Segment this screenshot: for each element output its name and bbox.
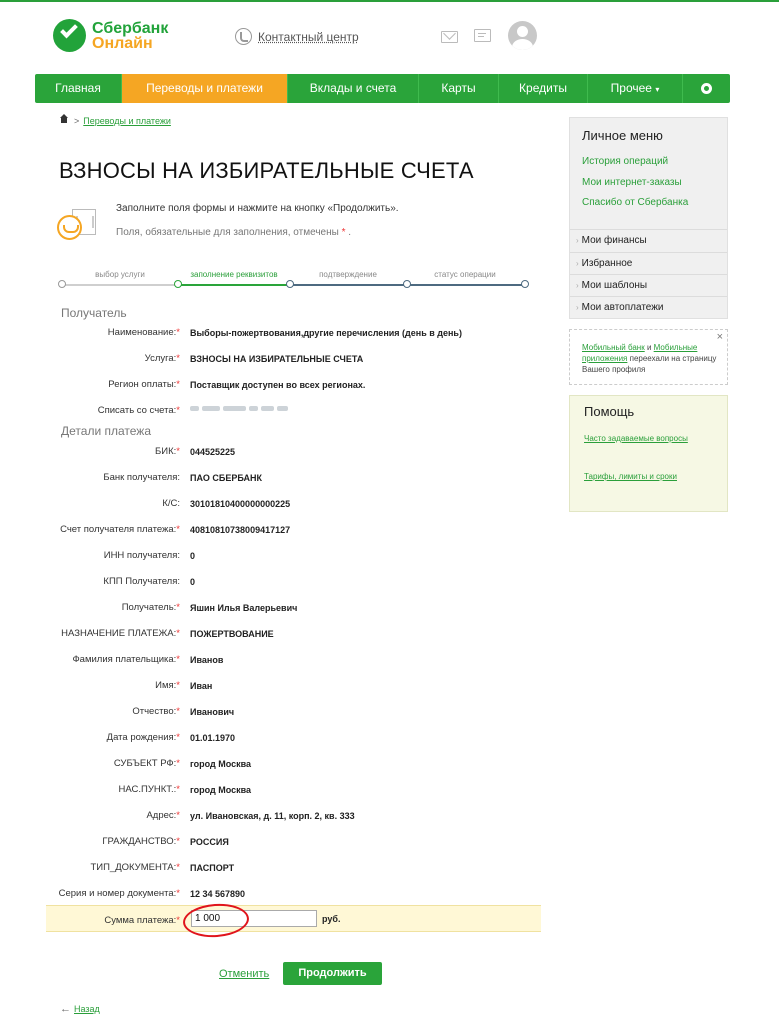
required-star: * xyxy=(176,888,180,899)
required-star: * xyxy=(176,732,180,743)
back-link-text: Назад xyxy=(74,1004,100,1014)
sidebar-item-autopayments[interactable]: › Мои автоплатежи xyxy=(576,302,664,313)
required-star: * xyxy=(176,784,180,795)
step-dot-3 xyxy=(286,280,294,288)
section-title-recipient: Получатель xyxy=(61,306,127,320)
form-label-text: Счет получателя платежа: xyxy=(60,524,177,535)
sidebar-item-favorites[interactable]: › Избранное xyxy=(576,258,633,269)
masked-account-number xyxy=(190,406,288,411)
mail-icon[interactable] xyxy=(441,31,458,43)
form-label-text: Имя: xyxy=(155,680,177,691)
form-label-text: Регион оплаты: xyxy=(108,379,177,390)
nav-item-transfers[interactable]: Переводы и платежи xyxy=(122,74,288,103)
form-label-text: БИК: xyxy=(155,446,177,457)
required-star: * xyxy=(176,446,180,457)
form-label-text: Дата рождения: xyxy=(106,732,177,743)
sum-label xyxy=(46,915,180,926)
sidebar-link-spasibo[interactable]: Спасибо от Сбербанка xyxy=(582,197,689,208)
info-required-suffix: . xyxy=(348,227,352,238)
form-label xyxy=(0,628,180,639)
step-dot-4 xyxy=(403,280,411,288)
info-instruction: Заполните поля формы и нажмите на кнопку «Продолжить». xyxy=(116,203,399,214)
help-box xyxy=(569,395,728,512)
chevron-down-icon: ▾ xyxy=(655,85,660,94)
form-value: 30101810400000000225 xyxy=(190,499,291,509)
form-label xyxy=(0,758,180,769)
form-label-text: Серия и номер документа: xyxy=(58,888,177,899)
form-label xyxy=(0,472,180,483)
form-value: 40810810738009417127 xyxy=(190,525,291,535)
form-label-text: Списать со счета: xyxy=(97,405,177,416)
form-label xyxy=(0,550,180,561)
help-link-tariffs[interactable]: Тарифы, лимиты и сроки xyxy=(584,472,677,481)
logo-line-2: Онлайн xyxy=(92,34,153,52)
form-label-text: К/С: xyxy=(162,498,180,509)
form-label xyxy=(0,524,180,535)
step-track-done xyxy=(62,284,178,286)
form-label xyxy=(0,576,180,587)
required-star: * xyxy=(176,405,180,416)
main-nav xyxy=(35,74,730,103)
form-value: 12 34 567890 xyxy=(190,889,246,899)
sidebar-item-templates[interactable]: › Мои шаблоны xyxy=(576,280,648,291)
form-label-text: ТИП_ДОКУМЕНТА: xyxy=(90,862,177,873)
step-label-choose-service: выбор услуги xyxy=(95,270,145,279)
form-label xyxy=(0,836,180,847)
page-title: ВЗНОСЫ НА ИЗБИРАТЕЛЬНЫЕ СЧЕТА xyxy=(59,158,474,183)
form-label xyxy=(0,888,180,899)
contact-center-link[interactable]: Контактный центр xyxy=(258,29,359,44)
home-icon[interactable] xyxy=(59,117,69,125)
required-star: * xyxy=(176,654,180,665)
form-value: 0 xyxy=(190,577,196,587)
nav-item-deposits[interactable]: Вклады и счета xyxy=(288,74,419,103)
form-value: город Москва xyxy=(190,759,252,769)
logo-line-1: Сбербанк xyxy=(92,19,169,37)
required-star: * xyxy=(176,836,180,847)
form-label xyxy=(0,446,180,457)
info-required-note xyxy=(116,227,351,238)
notice-link-mobile-apps[interactable]: Мобильные приложения xyxy=(582,343,698,363)
form-value: Поставщик доступен во всех регионах. xyxy=(190,380,366,390)
back-link[interactable] xyxy=(60,1003,100,1015)
step-label-status: статус операции xyxy=(434,270,496,279)
breadcrumb xyxy=(59,116,171,126)
form-value: ПАО СБЕРБАНК xyxy=(190,473,262,483)
form-label-text: ГРАЖДАНСТВО: xyxy=(102,836,177,847)
form-label-text: СУБЪЕКТ РФ: xyxy=(113,758,177,769)
notice-text: переехали на страницу Вашего профиля xyxy=(582,354,717,374)
step-dot-5 xyxy=(521,280,529,288)
chevron-right-icon: › xyxy=(576,281,579,290)
mobile-bank-notice: × Мобильный банк и Мобильные приложения переехали на страницу Вашего профиля xyxy=(569,329,728,385)
form-label xyxy=(0,706,180,717)
form-value: РОССИЯ xyxy=(190,837,229,847)
step-label-confirmation: подтверждение xyxy=(319,270,377,279)
form-label xyxy=(0,405,180,416)
required-star: * xyxy=(176,602,180,613)
form-label xyxy=(0,654,180,665)
form-label xyxy=(0,498,180,509)
form-value: 01.01.1970 xyxy=(190,733,236,743)
form-label-text: НАЗНАЧЕНИЕ ПЛАТЕЖА: xyxy=(61,628,177,639)
personal-menu xyxy=(569,117,728,319)
form-label xyxy=(0,327,180,338)
nav-item-cards[interactable]: Карты xyxy=(419,74,499,103)
form-label xyxy=(0,732,180,743)
sidebar-link-history[interactable]: История операций xyxy=(582,156,669,167)
breadcrumb-separator: > xyxy=(74,116,80,126)
sum-label-text: Сумма платежа: xyxy=(104,915,177,926)
top-accent-strip xyxy=(0,0,779,2)
info-required-text: Поля, обязательные для заполнения, отмечены xyxy=(116,227,339,238)
arrow-left-icon: ← xyxy=(60,1003,71,1015)
chevron-right-icon: › xyxy=(576,236,579,245)
form-label-text: Банк получателя: xyxy=(103,472,180,483)
help-title: Помощь xyxy=(584,404,635,419)
sberbank-logo[interactable] xyxy=(53,19,168,52)
sum-currency: руб. xyxy=(322,914,341,924)
form-value: ПОЖЕРТВОВАНИЕ xyxy=(190,629,274,639)
breadcrumb-link-transfers[interactable]: Переводы и платежи xyxy=(83,116,171,126)
sum-required-star: * xyxy=(176,915,180,926)
cancel-link[interactable]: Отменить xyxy=(219,968,270,980)
required-star: * xyxy=(176,862,180,873)
phone-icon xyxy=(235,28,252,45)
form-label xyxy=(0,810,180,821)
form-value: 044525225 xyxy=(190,447,236,457)
required-star: * xyxy=(176,680,180,691)
form-label xyxy=(0,353,180,364)
form-label-text: Наименование: xyxy=(107,327,177,338)
form-label-text: Отчество: xyxy=(132,706,177,717)
gear-icon xyxy=(701,83,712,94)
form-label-text: ИНН получателя: xyxy=(103,550,180,561)
close-icon[interactable]: × xyxy=(716,331,723,343)
notice-link-mobile-bank[interactable]: Мобильный банк xyxy=(582,343,645,352)
required-star: * xyxy=(176,628,180,639)
form-value: ВЗНОСЫ НА ИЗБИРАТЕЛЬНЫЕ СЧЕТА xyxy=(190,354,364,364)
sidebar-link-internet-orders[interactable]: Мои интернет-заказы xyxy=(582,177,682,188)
form-label-text: КПП Получателя: xyxy=(103,576,180,587)
chevron-right-icon: › xyxy=(576,259,579,268)
sidebar-item-finances[interactable]: › Мои финансы xyxy=(576,235,647,246)
chat-icon[interactable] xyxy=(474,29,491,42)
form-label-text: НАС.ПУНКТ.: xyxy=(118,784,177,795)
form-value: 0 xyxy=(190,551,196,561)
form-value: ПАСПОРТ xyxy=(190,863,235,873)
form-label-text: Адрес: xyxy=(146,810,177,821)
continue-button[interactable]: Продолжить xyxy=(283,962,382,985)
nav-item-other-label: Прочее xyxy=(610,81,652,95)
step-dot-1 xyxy=(58,280,66,288)
settings-button[interactable] xyxy=(683,74,730,103)
personal-menu-title: Личное меню xyxy=(582,128,663,143)
step-label-fill-details: заполнение реквизитов xyxy=(190,270,278,279)
nav-item-other[interactable] xyxy=(588,74,683,103)
contact-center[interactable] xyxy=(235,28,359,45)
form-value: город Москва xyxy=(190,785,252,795)
step-track-active xyxy=(178,284,290,286)
form-label-text: Фамилия плательщика: xyxy=(72,654,177,665)
required-star: * xyxy=(176,758,180,769)
nav-item-home[interactable]: Главная xyxy=(35,74,122,103)
required-star: * xyxy=(176,353,180,364)
required-star: * xyxy=(176,327,180,338)
form-value: Яшин Илья Валерьевич xyxy=(190,603,298,613)
payment-building-icon xyxy=(55,205,101,239)
form-value: Иван xyxy=(190,681,213,691)
form-label xyxy=(0,680,180,691)
required-star: * xyxy=(176,524,180,535)
sberbank-logo-icon xyxy=(53,19,86,52)
form-value: Выборы-пожертвования,другие перечисления (день в день) xyxy=(190,328,462,338)
required-star: * xyxy=(176,810,180,821)
form-label-text: Получатель: xyxy=(121,602,177,613)
nav-item-credits[interactable]: Кредиты xyxy=(499,74,588,103)
payment-sum-input[interactable] xyxy=(191,910,317,927)
form-label xyxy=(0,379,180,390)
form-value: ул. Ивановская, д. 11, корп. 2, кв. 333 xyxy=(190,811,355,821)
form-label xyxy=(0,602,180,613)
form-label xyxy=(0,784,180,795)
form-label xyxy=(0,862,180,873)
section-title-payment-details: Детали платежа xyxy=(61,424,151,438)
help-link-faq[interactable]: Часто задаваемые вопросы xyxy=(584,434,688,443)
required-star: * xyxy=(176,379,180,390)
required-star: * xyxy=(341,227,346,238)
avatar[interactable] xyxy=(508,21,537,50)
required-star: * xyxy=(176,706,180,717)
chevron-right-icon: › xyxy=(576,303,579,312)
form-value: Иванов xyxy=(190,655,224,665)
form-label-text: Услуга: xyxy=(144,353,177,364)
form-value: Иванович xyxy=(190,707,235,717)
step-dot-2 xyxy=(174,280,182,288)
